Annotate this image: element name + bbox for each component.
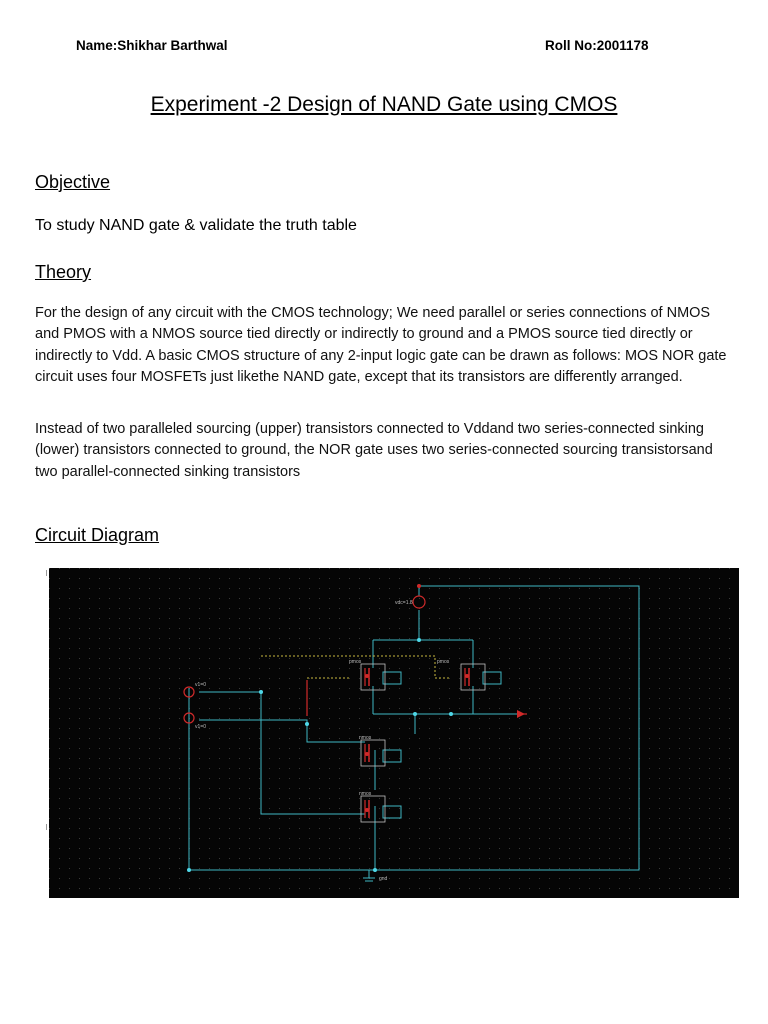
theory-heading: Theory <box>35 262 92 282</box>
objective-text: To study NAND gate & validate the truth table <box>35 217 357 234</box>
page-margin-mark <box>46 570 47 576</box>
page-margin-mark <box>46 824 47 830</box>
gnd-label: gnd <box>379 876 388 882</box>
pulse-a-label: v1=0 <box>195 682 206 688</box>
circuit-schematic <box>49 568 739 898</box>
theory-paragraph-2: Instead of two paralleled sourcing (upper) transistors connected to Vddand two series-connected sinking (lower) transistors connected to ground, the NOR gate uses two series-connected sourcing transistorsand two parallel-connected sinking transistors <box>35 421 713 480</box>
schematic-grid <box>49 568 739 898</box>
pmos1-label: pmos <box>349 659 362 665</box>
pulse-b-label: v1=0 <box>195 724 206 730</box>
objective-heading: Objective <box>35 172 111 192</box>
nmos1-label: nmos <box>359 735 372 741</box>
schematic-canvas <box>49 568 739 898</box>
nmos2-label: nmos <box>359 791 372 797</box>
roll-number: Roll No:2001178 <box>545 38 649 53</box>
circuit-heading: Circuit Diagram <box>35 525 160 545</box>
theory-paragraph-1: For the design of any circuit with the CMOS technology; We need parallel or series connections of NMOS and PMOS with a NMOS source tied directly or indirectly to ground and a PMOS source tied directly or indirectly to Vdd. A basic CMOS structure of any 2-input logic gate can be drawn as follows: MOS NOR gate circuit uses four MOSFETs just likethe NAND gate, except that its transistors are differently arranged. <box>35 305 727 385</box>
student-name: Name:Shikhar Barthwal <box>76 38 228 53</box>
vdd-label: vdc=1.8 <box>395 600 413 606</box>
pmos2-label: pmos <box>437 659 450 665</box>
page-title: Experiment -2 Design of NAND Gate using CMOS <box>150 93 618 116</box>
